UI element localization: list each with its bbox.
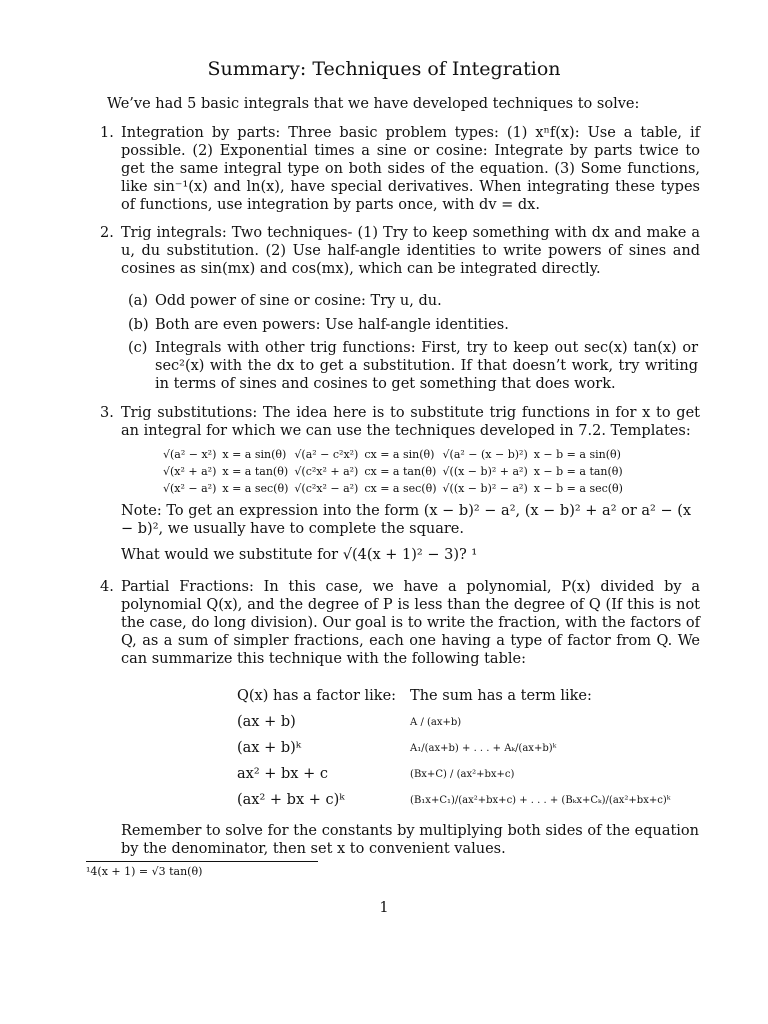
table-cell: ax² + bx + c bbox=[237, 766, 328, 782]
partial-fractions-table bbox=[237, 683, 684, 813]
remember-note: Remember to solve for the constants by multiplying both sides of the equation by the denominator, then set x to convenient values. bbox=[121, 823, 699, 857]
item-number: 4. bbox=[100, 579, 114, 595]
table-row bbox=[163, 463, 629, 480]
table-row bbox=[163, 480, 629, 497]
table-cell: √((x − b)² + a²) bbox=[442, 465, 528, 478]
substitution-question: What would we substitute for √(4(x + 1)² − 3)? ¹ bbox=[121, 547, 478, 563]
table-cell: √(x² − a²) bbox=[163, 482, 217, 495]
sub-item-c bbox=[128, 339, 698, 393]
table-row bbox=[237, 735, 684, 761]
item-text: Integration by parts: Three basic problem types: (1) xⁿf(x): Use a table, if possible. (2) Exponential times a sine or cosine: Integrate by parts twice to get the same integral type on both sides of the equation. (3) Some functions, like sin⁻¹(x) and ln(x), have special derivatives. When integrating these types of functions, use integration by parts once, with dv = dx. bbox=[121, 125, 700, 213]
table-row bbox=[237, 787, 684, 813]
trig-templates-table bbox=[163, 446, 629, 497]
table-cell: cx = a sec(θ) bbox=[364, 482, 437, 495]
sub-item-text: Both are even powers: Use half-angle identities. bbox=[155, 317, 509, 333]
table-cell: √(c²x² + a²) bbox=[294, 465, 359, 478]
sub-item-label: (a) bbox=[128, 293, 148, 309]
table-cell: cx = a tan(θ) bbox=[364, 465, 437, 478]
sub-item-a bbox=[128, 292, 698, 310]
table-cell: √(x² + a²) bbox=[163, 465, 217, 478]
table-cell: √(a² − x²) bbox=[163, 448, 217, 461]
list-item-4 bbox=[100, 578, 700, 668]
table-cell: (ax + b) bbox=[237, 714, 296, 730]
table-header-row bbox=[237, 683, 684, 709]
completing-square-note: Note: To get an expression into the form (x − b)² − a², (x − b)² + a² or a² − (x − b)², we usually have to complete the square. bbox=[121, 503, 692, 537]
table-row bbox=[163, 446, 629, 463]
table-cell: A₁/(ax+b) + . . . + Aₖ/(ax+b)ᵏ bbox=[410, 742, 557, 754]
item-text: Trig substitutions: The idea here is to substitute trig functions in for x to get an integral for which we can use the techniques developed in 7.2. Templates: bbox=[121, 405, 700, 439]
item-number: 2. bbox=[100, 225, 114, 241]
table-cell: x = a sin(θ) bbox=[222, 448, 287, 461]
table-cell: √(a² − (x − b)²) bbox=[442, 448, 528, 461]
page-title: Summary: Techniques of Integration bbox=[207, 58, 561, 80]
footnote: ¹4(x + 1) = √3 tan(θ) bbox=[86, 865, 203, 878]
table-cell: √(a² − c²x²) bbox=[294, 448, 359, 461]
table-cell: (B₁x+C₁)/(ax²+bx+c) + . . . + (Bₖx+Cₖ)/(ax²+bx+c)ᵏ bbox=[410, 794, 671, 806]
column-header: The sum has a term like: bbox=[410, 688, 592, 704]
table-cell: (Bx+C) / (ax²+bx+c) bbox=[410, 768, 515, 780]
table-cell: x − b = a sin(θ) bbox=[533, 448, 621, 461]
sub-item-text: Odd power of sine or cosine: Try u, du. bbox=[155, 293, 442, 309]
item-number: 3. bbox=[100, 405, 114, 421]
list-item-1 bbox=[100, 124, 700, 214]
list-item-3 bbox=[100, 404, 700, 440]
table-cell: x − b = a sec(θ) bbox=[533, 482, 623, 495]
table-cell: x − b = a tan(θ) bbox=[533, 465, 623, 478]
column-header: Q(x) has a factor like: bbox=[237, 688, 397, 704]
table-cell: x = a tan(θ) bbox=[222, 465, 289, 478]
intro-text: We’ve had 5 basic integrals that we have developed techniques to solve: bbox=[107, 96, 640, 112]
sub-item-text: Integrals with other trig functions: First, try to keep out sec(x) tan(x) or sec²(x) with the dx to get a substitution. If that doesn’t work, try writing in terms of sines and cosines to get something that does work. bbox=[155, 340, 698, 392]
table-cell: A / (ax+b) bbox=[410, 716, 462, 728]
page-number: 1 bbox=[379, 900, 389, 916]
footnote-divider bbox=[86, 861, 318, 862]
table-row bbox=[237, 709, 684, 735]
item-text: Partial Fractions: In this case, we have a polynomial, P(x) divided by a polynomial Q(x), and the degree of P is less than the degree of Q (If this is not the case, do long division). Our goal is to write the fraction, with the factors of Q, as a sum of simpler fractions, each one having a type of factor from Q. We can summarize this technique with the following table: bbox=[121, 579, 700, 667]
table-cell: (ax² + bx + c)ᵏ bbox=[237, 792, 345, 808]
table-cell: x = a sec(θ) bbox=[222, 482, 289, 495]
item-number: 1. bbox=[100, 125, 114, 141]
item-text: Trig integrals: Two techniques- (1) Try to keep something with dx and make a u, du substitution. (2) Use half-angle identities to write powers of sines and cosines as sin(mx) and cos(mx), which can be integrated directly. bbox=[121, 225, 700, 277]
list-item-2 bbox=[100, 224, 700, 278]
table-cell: (ax + b)ᵏ bbox=[237, 740, 302, 756]
table-cell: cx = a sin(θ) bbox=[364, 448, 435, 461]
table-row bbox=[237, 761, 684, 787]
sub-item-label: (b) bbox=[128, 317, 149, 333]
sub-item-b bbox=[128, 316, 698, 334]
sub-item-label: (c) bbox=[128, 340, 148, 356]
table-cell: √(c²x² − a²) bbox=[294, 482, 359, 495]
table-cell: √((x − b)² − a²) bbox=[442, 482, 528, 495]
